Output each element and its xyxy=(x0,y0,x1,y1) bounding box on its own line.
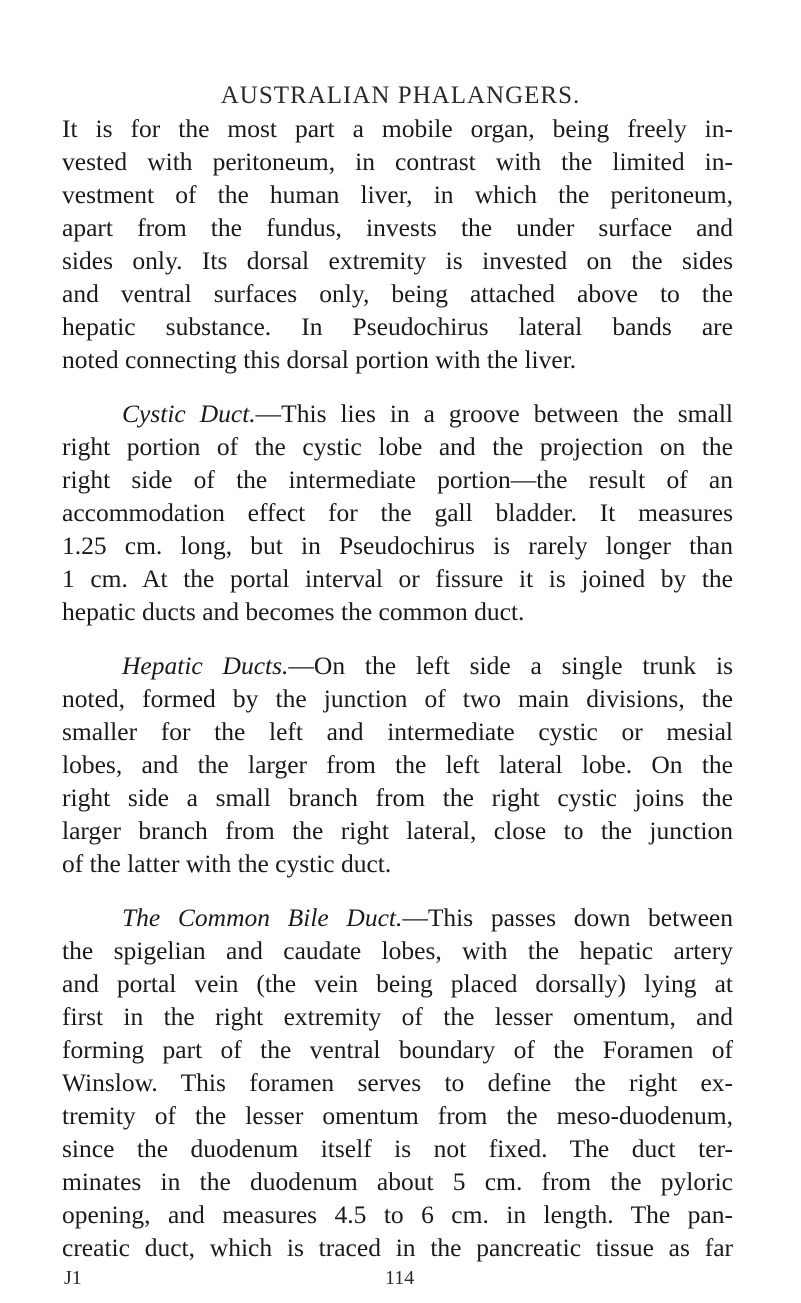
section-heading: Cystic Duct. xyxy=(122,399,256,428)
section-heading: The Common Bile Duct. xyxy=(122,903,403,932)
text-line: It is for the most part a mobile organ, being freely in- xyxy=(62,114,733,143)
paragraph-liver-peritoneum xyxy=(62,112,733,376)
text-line: since the duodenum itself is not fixed. The duct ter- xyxy=(62,1134,733,1163)
text-line: the spigelian and caudate lobes, with the hepatic artery xyxy=(62,936,733,965)
text-line: hepatic substance. In Pseudochirus lateral bands are xyxy=(62,312,733,341)
text-line: noted, formed by the junction of two main divisions, the xyxy=(62,684,733,713)
text-line xyxy=(62,901,733,934)
text-line: vestment of the human liver, in which the peritoneum, xyxy=(62,180,733,209)
text-line xyxy=(62,397,733,430)
text-line: Winslow. This foramen serves to define the right ex- xyxy=(62,1068,733,1097)
text-line: tremity of the lesser omentum from the meso-duodenum, xyxy=(62,1101,733,1130)
text-line: accommodation effect for the gall bladder. It measures xyxy=(62,498,733,527)
text-line: 1.25 cm. long, but in Pseudochirus is rarely longer than xyxy=(62,531,733,560)
running-head: AUSTRALIAN PHALANGERS. xyxy=(220,82,581,109)
body-text xyxy=(62,112,733,1264)
text-line: vested with peritoneum, in contrast with the limited in- xyxy=(62,147,733,176)
text-line: hepatic ducts and becomes the common duct. xyxy=(62,597,525,626)
paragraph-hepatic-ducts xyxy=(62,649,733,880)
text-line: right portion of the cystic lobe and the projection on the xyxy=(62,432,733,461)
page-number: 114 xyxy=(385,1267,415,1289)
text-line: noted connecting this dorsal portion with the liver. xyxy=(62,345,577,374)
paragraph-common-bile-duct xyxy=(62,901,733,1264)
text-line xyxy=(62,649,733,682)
text-line: smaller for the left and intermediate cystic or mesial xyxy=(62,717,733,746)
page-footer xyxy=(0,1267,801,1297)
text-line: forming part of the ventral boundary of the Foramen of xyxy=(62,1035,733,1064)
text-line: sides only. Its dorsal extremity is invested on the sides xyxy=(62,246,733,275)
text-line: and ventral surfaces only, being attached above to the xyxy=(62,279,733,308)
section-heading: Hepatic Ducts. xyxy=(122,651,289,680)
text-line: 1 cm. At the portal interval or fissure it is joined by the xyxy=(62,564,733,593)
text-line: right side of the intermediate portion—the result of an xyxy=(62,465,733,494)
text-line: minates in the duodenum about 5 cm. from the pyloric xyxy=(62,1167,733,1196)
text-run: —On the left side a single trunk is xyxy=(288,651,733,680)
text-line: of the latter with the cystic duct. xyxy=(62,849,392,878)
text-line: first in the right extremity of the lesser omentum, and xyxy=(62,1002,733,1031)
text-line: larger branch from the right lateral, close to the junction xyxy=(62,816,733,845)
signature-mark: J1 xyxy=(64,1267,82,1289)
text-run: —This lies in a groove between the small xyxy=(255,399,733,428)
paragraph-cystic-duct xyxy=(62,397,733,628)
text-line: lobes, and the larger from the left lateral lobe. On the xyxy=(62,750,733,779)
text-line: right side a small branch from the right cystic joins the xyxy=(62,783,733,812)
text-line: and portal vein (the vein being placed dorsally) lying at xyxy=(62,969,733,998)
text-line: creatic duct, which is traced in the pancreatic tissue as far xyxy=(62,1233,733,1262)
text-run: —This passes down between xyxy=(402,903,733,932)
text-line: opening, and measures 4.5 to 6 cm. in length. The pan- xyxy=(62,1200,733,1229)
text-line: apart from the fundus, invests the under surface and xyxy=(62,213,733,242)
